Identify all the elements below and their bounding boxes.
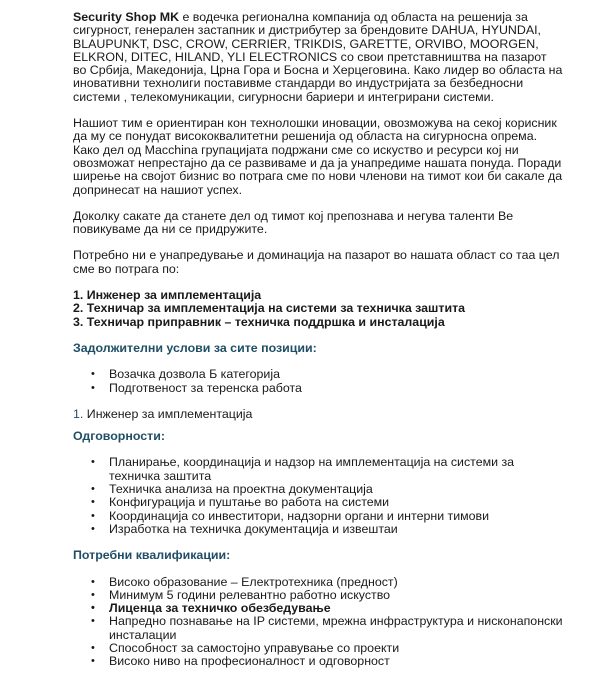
position-title-text: Инженер за имплементација: [83, 406, 253, 421]
list-item: • Изработка на техничка документација и извештаи: [109, 523, 563, 536]
company-name: Security Shop MK: [73, 10, 180, 24]
qualifications-heading: Потребни квалификации:: [73, 548, 231, 563]
position-item: 2. Техничар за имплементација на системи за техничка заштита: [73, 301, 466, 316]
responsibilities-heading: Одговорности:: [73, 429, 165, 444]
position-number: 1.: [73, 406, 84, 421]
qualifications-list: [73, 576, 563, 669]
intro-text: е водечка регионална компанија од областа на решенија за сигурност, генерален застапник и дистрибутер за брендовите DAHUA, HYUNDAI, BLAUPUNKT, DSC, CROW, CERRIER, TRIKDIS, GARETTE, ORVIBO, MOORGEN, ELKRON, DITEC, HILAND, YLI ELECTRONICS со свои претставништва на пазарот во Србија, Македонија, Црна Гора и Босна и Херцеговина. Како лидер во областа на иновативни технолиги поставивме стандарди во индустријата за безбедносни системи , телекомуникации, сигурносни бариери и интегрирани системи.: [73, 10, 563, 104]
list-item: • Напредно познавање на IP системи, мрежна инфраструктура и нисконапонски инсталации: [109, 615, 563, 642]
position-item: 3. Техничар приправник – техничка поддршка и инсталација: [73, 314, 445, 329]
mandatory-conditions-heading: Задолжителни услови за сите позиции:: [73, 340, 317, 355]
list-item: • Способност за самостојно управување со проекти: [109, 642, 563, 655]
search-paragraph: Потребно ни е унапредување и доминација на пазарот во нашата област со таа цел сме во потрага по:: [73, 248, 560, 276]
list-item: • Минимум 5 години релевантно работно искуство: [109, 589, 563, 602]
list-item: • Возачка дозвола Б категорија: [109, 368, 563, 381]
list-item: • Конфигурација и пуштање во работа на системи: [109, 496, 563, 509]
team-paragraph: Нашиот тим е ориентиран кон технолошки иновации, овозможува на секој корисник да му се понудат висококвалитетни решенија од областа на сигурносна опрема. Како дел од Macchina групацијата подржани сме со искуство и ресурси кој ни овозможат непрестајно да се развиваме и да ја унапредиме нашата понуда. Поради ширење на својот бизнис во потрага сме по нови членови на тимот кои би сакале да допринесат на нашиот успех.: [73, 116, 563, 197]
positions-list: [73, 289, 563, 329]
list-item: • Високо образование – Електротехника (предност): [109, 576, 563, 589]
list-item: • Планирање, координација и надзор на имплементација на системи за техничка заштита: [109, 456, 563, 483]
list-item: • Координација со инвеститори, надзорни органи и интерни тимови: [109, 510, 563, 523]
invitation-paragraph: Доколку сакате да станете дел од тимот кој препознава и негува таленти Ве повикуваме да ни се придружите.: [73, 208, 514, 237]
position-item: 1. Инженер за имплементација: [73, 288, 262, 303]
mandatory-conditions-list: [73, 368, 563, 395]
list-item: • Подготвеност за теренска работа: [109, 382, 563, 395]
intro-paragraph: [73, 11, 563, 104]
job-posting-document: [73, 11, 563, 682]
list-item-license: • Лиценца за техничко обезбедување: [109, 602, 563, 615]
list-item: • Техничка анализа на проектна документација: [109, 483, 563, 496]
responsibilities-list: [73, 456, 563, 536]
position-1-title: [73, 408, 563, 421]
list-item: • Високо ниво на професионалност и одговорност: [109, 655, 563, 668]
